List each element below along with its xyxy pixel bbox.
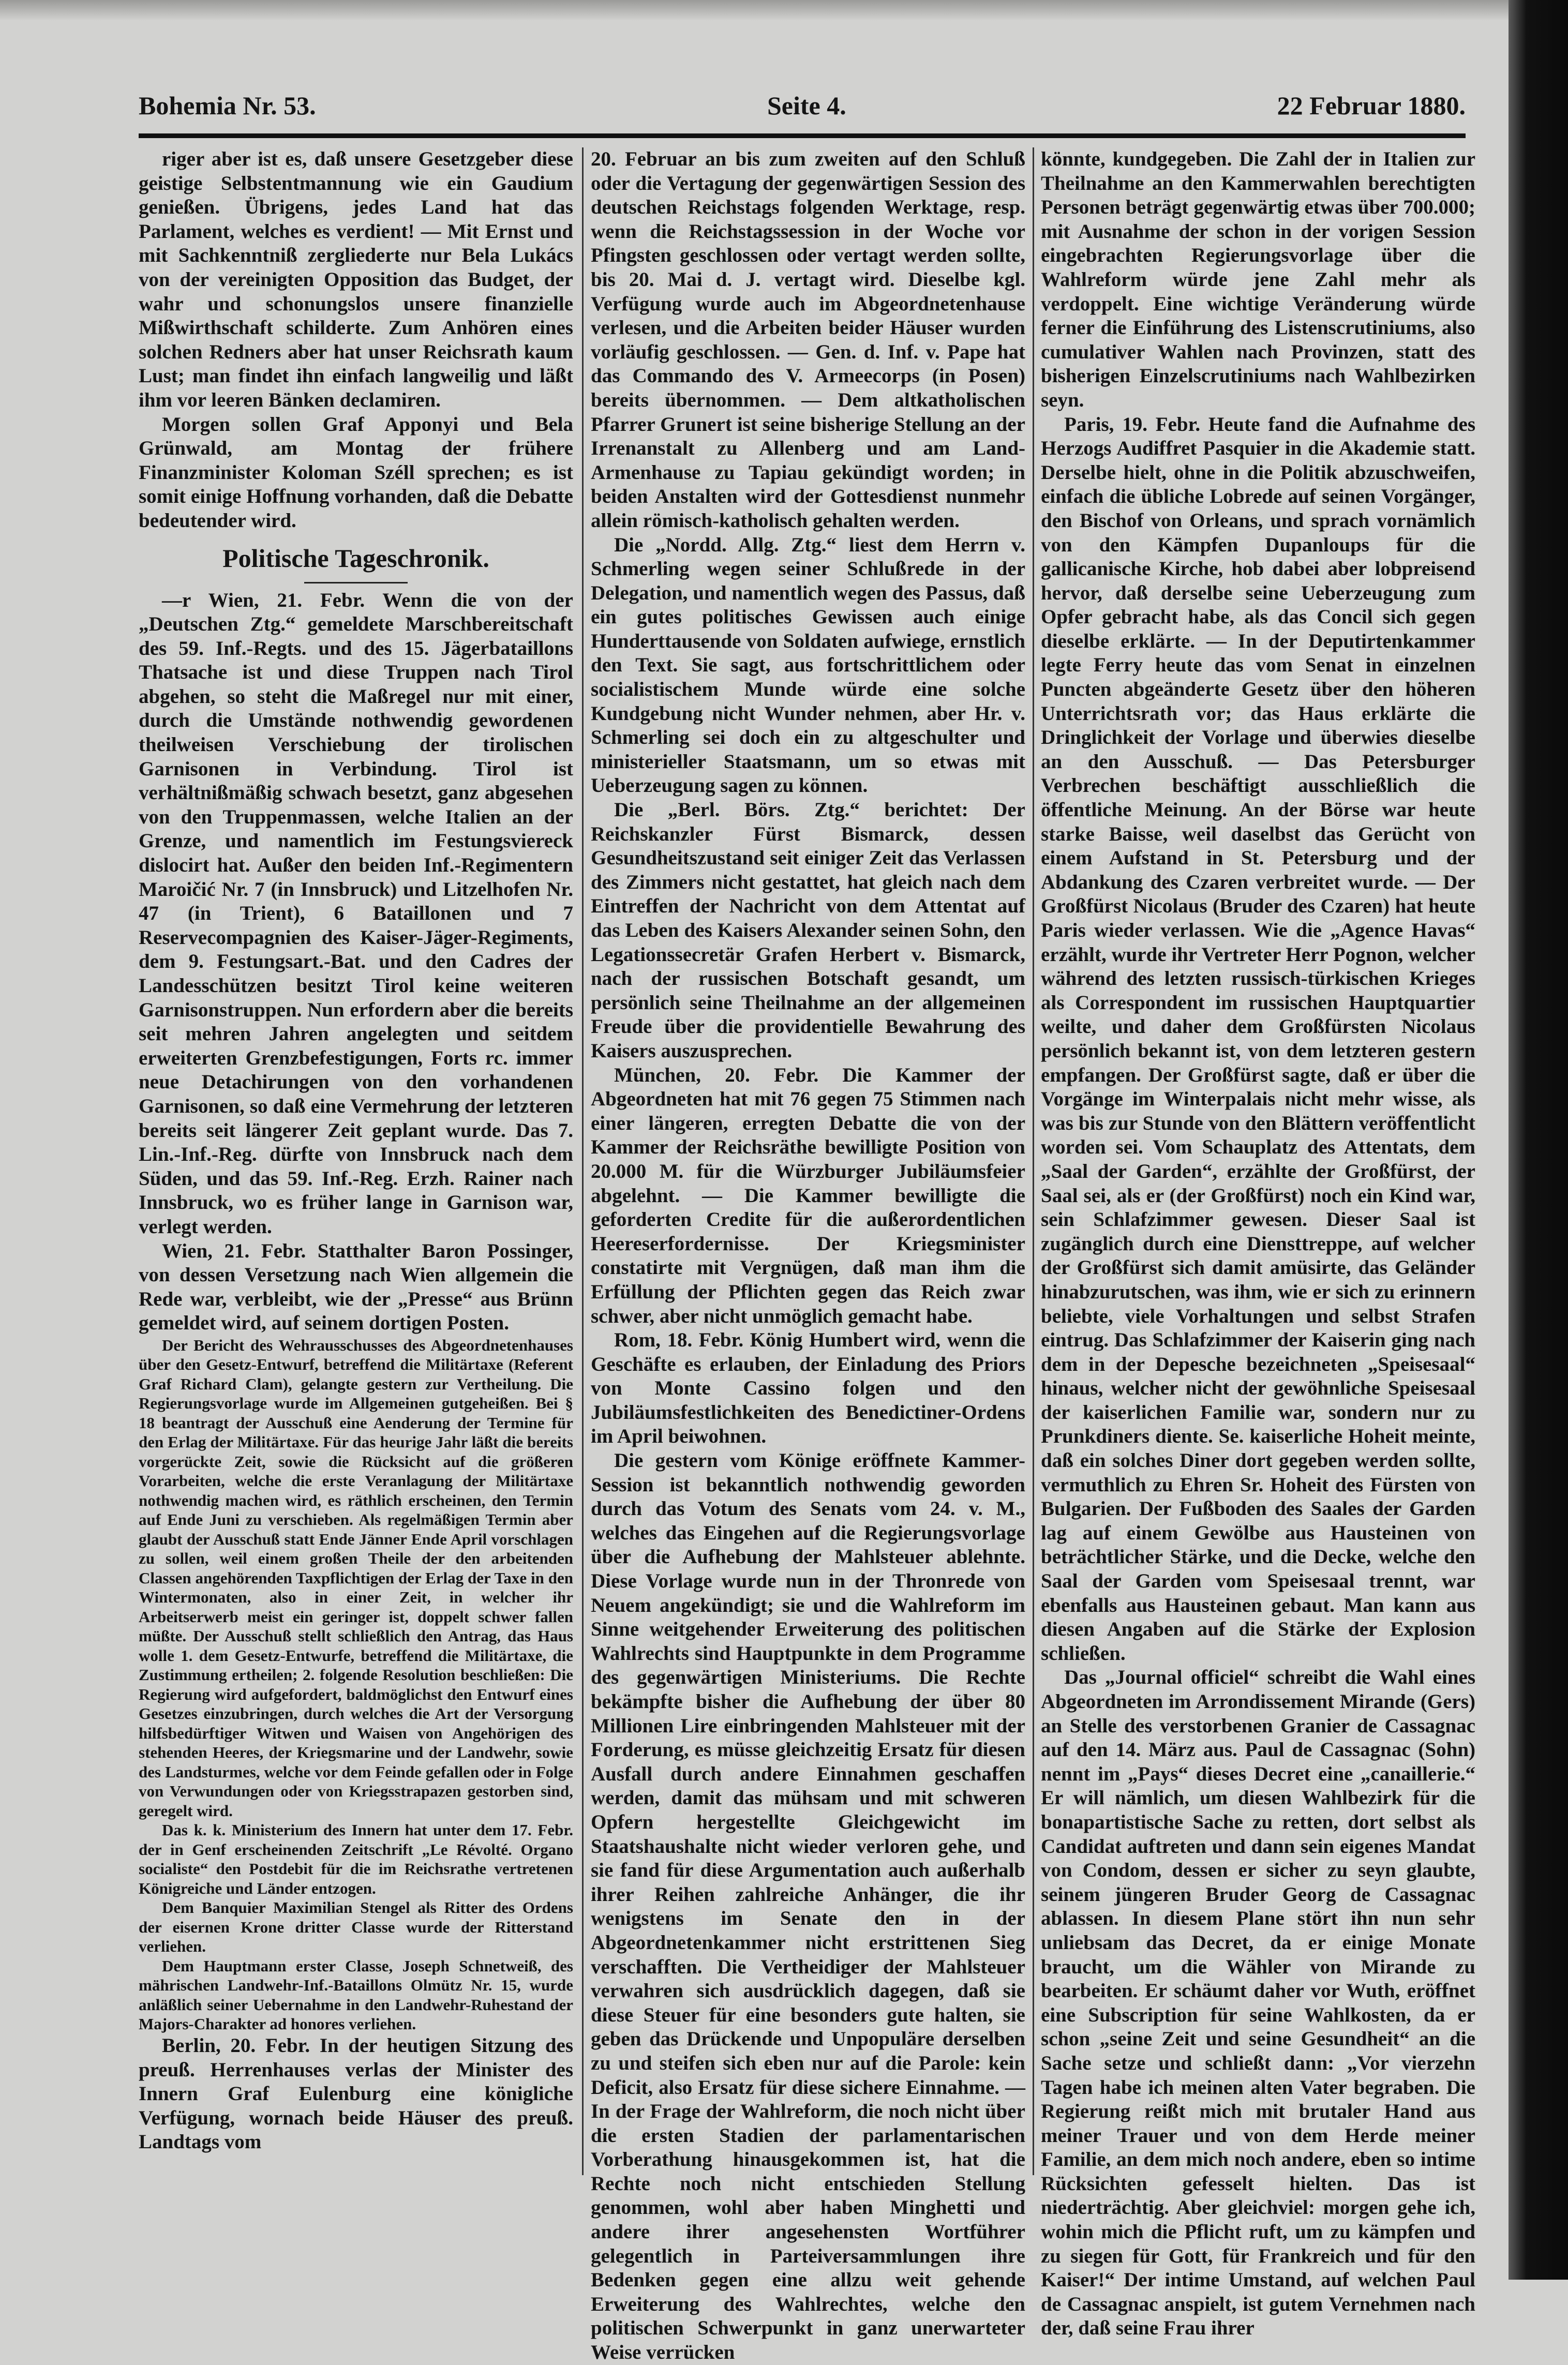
small-print-paragraph: Das k. k. Ministerium des Innern hat unter dem 17. Febr. der in Genf erscheinenden Zeitschrift „Le Révolté. Organo socialiste“ den Postdebit für die im Reichsrathe vertretenen Königreiche und Länder entzogen. xyxy=(139,1821,573,1897)
article-paragraph: —r Wien, 21. Febr. Wenn die von der „Deutschen Ztg.“ gemeldete Marschbereitschaft des 59. Inf.-Regts. und des 15. Jägerbataillons Thatsache ist und diese Truppen nach Tirol abgehen, so steht die Maßregel nur mit einer, durch die Umstände nothwendig gewordenen theilweisen Verschiebung der tirolischen Garnisonen in Verbindung. Tirol ist verhältnißmäßig schwach besetzt, ganz abgesehen von den Truppenmassen, welche Italien an der Grenze, und namentlich im Festungsviereck dislocirt hat. Außer den beiden Inf.-Regimentern Maroičić Nr. 7 (in Innsbruck) und Litzelhofen Nr. 47 (in Trient), 6 Bataillonen und 7 Reservecompagnien des Kaiser-Jäger-Regiments, dem 9. Festungsart.-Bat. und den Cadres der Landesschützen besitzt Tirol keine weiteren Garnisonstruppen. Nun erfordern aber die bereits seit mehren Jahren angelegten und seitdem erweiterten Grenzbefestigungen, Forts rc. immer neue Detachirungen von den vorhandenen Garnisonen, so daß eine Vermehrung der letzteren bereits seit längerer Zeit geplant wurde. Das 7. Lin.-Inf.-Reg. dürfte von Innsbruck nach dem Süden, und das 59. Inf.-Reg. Erzh. Rainer nach Innsbruck, wo es früher lange in Garnison war, verlegt werden. xyxy=(139,589,573,1238)
article-paragraph: Paris, 19. Febr. Heute fand die Aufnahme des Herzogs Audiffret Pasquier in die Akademie statt. Derselbe hielt, ohne in die Politik abzuschweifen, einfach die übliche Lobrede auf seinen Vorgänger, den Bischof von Orleans, und sprach vornämlich von den Kämpfen Dupanloups für die gallicanische Kirche, hob dabei aber lobpreisend hervor, daß derselbe seine Ueberzeugung zum Opfer gebracht habe, als das Concil sich gegen dieselbe erklärte. — In der Deputirtenkammer legte Ferry heute das vom Senat in einzelnen Puncten abgeänderte Gesetz über den höheren Unterrichtsrath vor; das Haus erklärte die Dringlichkeit der Vorlage und überwies dieselbe an den Ausschuß. — Das Petersburger Verbrechen beschäftigt ausschließlich die öffentliche Meinung. An der Börse war heute starke Baisse, weil daselbst das Gerücht von einem Aufstand in St. Petersburg und der Abdankung des Czaren verbreitet wurde. — Der Großfürst Nicolaus (Bruder des Czaren) hat heute Paris wieder verlassen. Wie die „Agence Havas“ erzählt, wurde ihr Vertreter Herr Pognon, welcher während des letzten russisch-türkischen Krieges als Correspondent im russischen Hauptquartier weilte, und daher dem Großfürsten Nicolaus persönlich bekannt ist, von dem letzteren gestern empfangen. Der Großfürst sagte, daß er über die Vorgänge im Winterpalais nicht mehr wisse, als was bis zur Stunde von den Blättern veröffentlicht worden sei. Vom Schauplatz des Attentats, dem „Saal der Garden“, erzählte der Großfürst, der Saal sei, als er (der Großfürst) noch ein Kind war, sein Schlafzimmer gewesen. Dieser Saal ist zugänglich durch eine Diensttreppe, auf welcher der Großfürst sich damit amüsirte, das Geländer hinabzurutschen, was ihm, wie er sich zu erinnern beliebte, viele Vorhaltungen und selbst Strafen eintrug. Das Schlafzimmer der Kaiserin ging nach dem in der Depesche bezeichneten „Speisesaal“ hinaus, welcher nicht der gewöhnliche Speisesaal der kaiserlichen Familie war, sondern nur zu Prunkdiners diente. Se. kaiserliche Hoheit meinte, daß ein solches Diner dort gegeben werden sollte, vermuthlich zu Ehren Sr. Hoheit des Fürsten von Bulgarien. Der Fußboden des Saales der Garden lag auf einem Gewölbe aus Hausteinen von beträchtlicher Stärke, und die Decke, welche den Saal der Garden vom Speisesaal trennt, war ebenfalls aus Hausteinen gebaut. Man kann aus diesen Angaben auf die Stärke der Explosion schließen. xyxy=(1041,413,1475,1665)
column-1 xyxy=(139,147,573,2180)
column-2 xyxy=(591,147,1025,2364)
heading-rule xyxy=(304,582,408,583)
small-print-paragraph: Dem Hauptmann erster Classe, Joseph Schnetweiß, des mährischen Landwehr-Inf.-Bataillons Olmütz Nr. 15, wurde anläßlich seiner Uebernahme in den Landwehr-Ruhestand der Majors-Charakter ad honores verliehen. xyxy=(139,1956,573,2033)
article-paragraph: Rom, 18. Febr. König Humbert wird, wenn die Geschäfte es erlauben, der Einladung des Priors von Monte Cassino folgen und den Jubiläumsfestlichkeiten des Benedictiner-Ordens im April beiwohnen. xyxy=(591,1329,1025,1448)
column-divider xyxy=(582,147,584,2175)
page-number: Seite 4. xyxy=(767,91,846,120)
small-print-paragraph: Dem Banquier Maximilian Stengel als Ritter des Ordens der eisernen Krone dritter Classe wurde der Ritterstand verliehen. xyxy=(139,1898,573,1956)
article-paragraph: 20. Februar an bis zum zweiten auf den Schluß oder die Vertagung der gegenwärtigen Session des deutschen Reichstags folgenden Werktage, resp. wenn die Reichstagssession in der Woche vor Pfingsten geschlossen oder vertagt werden sollte, bis 20. Mai d. J. vertagt wird. Dieselbe kgl. Verfügung wurde auch im Abgeordnetenhause verlesen, und die Arbeiten beider Häuser wurden vorläufig geschlossen. — Gen. d. Inf. v. Pape hat das Commando des V. Armeecorps (in Posen) bereits übernommen. — Dem altkatholischen Pfarrer Grunert ist seine bisherige Stellung an der Irrenanstalt zu Allenberg und am Land-Armenhause zu Tapiau gekündigt worden; in beiden Anstalten wird der Gottesdienst nunmehr allein römisch-katholisch gehalten werden. xyxy=(591,148,1025,532)
article-paragraph: Berlin, 20. Febr. In der heutigen Sitzung des preuß. Herrenhauses verlas der Minister des Innern Graf Eulenburg eine königliche Verfügung, wornach beide Häuser des preuß. Landtags vom xyxy=(139,2034,573,2153)
scan-dark-edge xyxy=(1509,0,1568,2280)
article-paragraph: riger aber ist es, daß unsere Gesetzgeber diese geistige Selbstentmannung wie ein Gaudium genießen. Übrigens, jedes Land hat das Parlament, welches es verdient! — Mit Ernst und mit Sachkenntniß zergliederte nur Bela Lukács von der vereinigten Opposition das Budget, der wahr und schonungslos unsere finanzielle Mißwirthschaft schilderte. Zum Anhören eines solchen Redners aber hat unser Reichsrath kaum Lust; man findet ihn einfach langweilig und läßt ihm vor leeren Bänken declamiren. xyxy=(139,148,573,411)
article-paragraph: München, 20. Febr. Die Kammer der Abgeordneten hat mit 76 gegen 75 Stimmen nach einer längeren, erregten Debatte die von der Kammer der Reichsräthe bewilligte Position von 20.000 M. für die Würzburger Jubiläumsfeier abgelehnt. — Die Kammer bewilligte die geforderten Credite für die außerordentlichen Heereserfordernisse. Der Kriegsminister constatirte mit Vergnügen, daß man ihm die Erfüllung der Pflichten gegen das Reich zwar schwer, aber nicht unmöglich gemacht habe. xyxy=(591,1064,1025,1327)
article-paragraph: Morgen sollen Graf Apponyi und Bela Grünwald, am Montag der frühere Finanzminister Koloman Széll sprechen; es ist somit einige Hoffnung vorhanden, daß die Debatte bedeutender wird. xyxy=(139,413,573,532)
header-rule xyxy=(139,133,1466,138)
column-divider xyxy=(1033,147,1034,2175)
section-heading: Politische Tageschronik. xyxy=(222,543,489,573)
article-paragraph: Die „Nordd. Allg. Ztg.“ liest dem Herrn v. Schmerling wegen seiner Schlußrede in der Delegation, und namentlich wegen des Passus, daß ein gutes politisches Gewissen auch einige Hunderttausende von Soldaten aufwiege, ernstlich den Text. Sie sagt, aus fortschrittlichem oder socialistischem Munde würde eine solche Kundgebung nicht Wunder nehmen, aber Hr. v. Schmerling sei doch ein zu altgeschulter und ministerieller Staatsmann, um so etwas mit Ueberzeugung sagen zu können. xyxy=(591,533,1025,797)
article-paragraph: könnte, kundgegeben. Die Zahl der in Italien zur Theilnahme an den Kammerwahlen berechtigten Personen beträgt gegenwärtig etwas über 700.000; mit Ausnahme der schon in der vorigen Session eingebrachten Regierungsvorlage über die Wahlreform würde jene Zahl mehr als verdoppelt. Eine wichtige Veränderung würde ferner die Einführung des Listenscrutiniums, also cumulativer Wahlen nach Provinzen, statt des bisherigen Einzelscrutiniums nach Wahlbezirken seyn. xyxy=(1041,148,1475,411)
article-paragraph: Wien, 21. Febr. Statthalter Baron Possinger, von dessen Versetzung nach Wien allgemein die Rede war, verbleibt, wie der „Presse“ aus Brünn gemeldet wird, auf seinem dortigen Posten. xyxy=(139,1239,573,1335)
article-paragraph: Die gestern vom Könige eröffnete Kammer-Session ist bekanntlich nothwendig geworden durch das Votum des Senats vom 24. v. M., welches das Eingehen auf die Regierungsvorlage über die Aufhebung der Mahlsteuer ablehnte. Diese Vorlage wurde nun in der Thronrede von Neuem angekündigt; sie und die Wahlreform im Sinne weitgehender Erweiterung des politischen Wahlrechts sind Hauptpunkte in dem Programme des gegenwärtigen Ministeriums. Die Rechte bekämpfte bisher die Aufhebung der über 80 Millionen Lire einbringenden Mahlsteuer mit der Forderung, es müsse gleichzeitig Ersatz für diesen Ausfall durch andere Einnahmen geschaffen werden, damit das mühsam und mit schweren Opfern hergestellte Gleichgewicht im Staatshaushalte nicht wieder verloren gehe, und sie fand für diese Argumentation auch außerhalb ihrer Reihen zahlreiche Anhänger, die ihr wenigstens im Senate den in der Abgeordnetenkammer nicht erstrittenen Sieg verschafften. Die Vertheidiger der Mahlsteuer verwahren sich ausdrücklich dagegen, daß sie diese Steuer für eine besonders gute halten, sie geben das Drückende und Unpopuläre derselben zu und steifen sich eben nur auf die Parole: kein Deficit, also Ersatz für diese sichere Einnahme. — In der Frage der Wahlreform, die noch nicht über die ersten Stadien der parlamentarischen Vorberathung hinausgekommen ist, hat die Rechte noch nicht entschieden Stellung genommen, wohl aber haben Minghetti und andere ihrer angesehensten Wortführer gelegentlich in Parteiversammlungen ihre Bedenken gegen eine allzu weit gehende Erweiterung des Wahlrechtes, welche den politischen Schwerpunkt in ganz unerwarteter Weise verrücken xyxy=(591,1449,1025,2364)
issue-date: 22 Februar 1880. xyxy=(1277,91,1466,120)
article-paragraph: Das „Journal officiel“ schreibt die Wahl eines Abgeordneten im Arrondissement Mirande (Gers) an Stelle des verstorbenen Granier de Cassagnac auf den 14. März aus. Paul de Cassagnac (Sohn) nennt im „Pays“ dieses Decret eine „canaillerie.“ Er will nämlich, um diesen Wahlbezirk für die bonapartistische Sache zu retten, dort selbst als Candidat auftreten und dann sein eigenes Mandat von Condom, dessen er sicher zu seyn glaubte, seinem jüngeren Bruder Georg de Cassagnac ablassen. In diesem Plane stört ihn nun sehr unliebsam das Decret, da er einige Monate braucht, um die Wähler von Mirande zu bearbeiten. Er schäumt daher vor Wuth, eröffnet eine Subscription für seine Wahlkosten, da er schon „seine Zeit und seine Gesundheit“ an die Sache setze und schließt dann: „Vor vierzehn Tagen habe ich meinen alten Vater begraben. Die Regierung reißt mich mit brutaler Hand aus meiner Trauer und von dem Herde meiner Familie, an dem mich noch andere, eben so intime Rücksichten gefesselt hielten. Das ist niederträchtig. Aber gleichviel: morgen gehe ich, wohin mich die Pflicht ruft, um zu kämpfen und zu siegen für Gott, für Frankreich und für den Kaiser!“ Der intime Umstand, auf welchen Paul de Cassagnac anspielt, ist gutem Vernehmen nach der, daß seine Frau ihrer xyxy=(1041,1666,1475,2340)
newspaper-issue: Bohemia Nr. 53. xyxy=(139,91,316,120)
article-paragraph: Die „Berl. Börs. Ztg.“ berichtet: Der Reichskanzler Fürst Bismarck, dessen Gesundheitszustand seit einiger Zeit das Verlassen des Zimmers nicht gestattet, hat gleich nach dem Eintreffen der Nachricht von dem Attentat auf das Leben des Kaisers Alexander seinen Sohn, den Legationssecretär Grafen Herbert v. Bismarck, nach der russischen Botschaft gesandt, um persönlich seine Theilnahme an der allgemeinen Freude über die providentielle Bewahrung des Kaisers auszusprechen. xyxy=(591,799,1025,1062)
small-print-paragraph: Der Bericht des Wehrausschusses des Abgeordnetenhauses über den Gesetz-Entwurf, betreffend die Militärtaxe (Referent Graf Richard Clam), gelangte gestern zur Vertheilung. Die Regierungsvorlage wurde im Allgemeinen gutgeheißen. Bei § 18 beantragt der Ausschuß eine Aenderung der Termine für den Erlag der Militärtaxe. Für das heurige Jahr läßt die bereits vorgerückte Zeit, sowie die Rücksicht auf die größeren Vorarbeiten, welche die erste Veranlagung der Militärtaxe nothwendig machen wird, es räthlich erscheinen, den Termin auf Ende Juni zu verschieben. Als regelmäßigen Termin aber glaubt der Ausschuß statt Ende Jänner Ende April vorschlagen zu sollen, weil einem großen Theile der den arbeitenden Classen angehörenden Taxpflichtigen der Erlag der Taxe in den Wintermonaten, also in einer Zeit, in welcher ihr Arbeitserwerb meist ein geringer ist, doppelt schwer fallen müßte. Der Ausschuß stellt schließlich den Antrag, das Haus wolle 1. dem Gesetz-Entwurfe, betreffend die Militärtaxe, die Zustimmung ertheilen; 2. folgende Resolution beschließen: Die Regierung wird aufgefordert, baldmöglichst den Entwurf eines Gesetzes einzubringen, durch welches die Art der Versorgung hilfsbedürftiger Witwen und Waisen von Angehörigen des stehenden Heeres, der Kriegsmarine und der Landwehr, sowie des Landsturmes, welche vor dem Feinde gefallen oder in Folge von Verwundungen oder von Kriegsstrapazen gestorben sind, geregelt wird. xyxy=(139,1336,573,1820)
column-3 xyxy=(1041,147,1475,2340)
scan-top-shadow xyxy=(0,0,1568,21)
page-header xyxy=(139,91,1466,127)
